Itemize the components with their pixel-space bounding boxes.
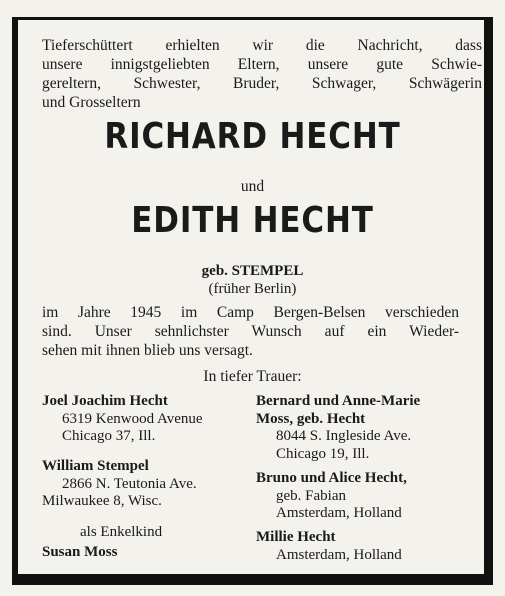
mourner-city: Chicago 37, Ill. [62,428,156,444]
maiden-name: geb. STEMPEL [201,263,304,279]
grandchild-name: Susan Moss [42,544,118,560]
mourner-joel [42,393,203,446]
mourner-name: Millie Hecht [256,529,336,545]
conjunction: und [240,178,265,195]
body-line: im Jahre 1945 im Camp Bergen-Belsen verschieden [42,304,459,321]
mourner-address: 2866 N. Teutonia Ave. [62,475,197,492]
grandchild-label-text: als Enkelkind [80,524,163,540]
mourner-bernard [256,393,420,463]
mourner-maiden: geb. Fabian [276,487,346,504]
mourner-city: Chicago 19, Ill. [276,445,370,462]
mourner-address: 6319 Kenwood Avenue [62,410,203,427]
mourner-name: William Stempel [42,458,149,474]
mourner-name: Moss, geb. Hecht [256,410,366,427]
deceased-name-edith: EDITH HECHT [131,200,374,241]
mourner-name: Bernard und Anne-Marie [256,393,421,409]
mourner-millie [256,529,402,564]
grandchild-label [80,524,162,542]
deceased-name-richard: RICHARD HECHT [104,116,401,157]
intro-line: gereltern, Schwester, Bruder, Schwager, Schwägerin [42,75,482,92]
mourner-city: Amsterdam, Holland [276,505,402,521]
intro-line: und Grosseltern [42,94,141,111]
mourner-william [42,458,197,511]
mourner-bruno [256,470,407,523]
mourning-heading: In tiefer Trauer: [203,368,302,385]
mourner-name: Joel Joachim Hecht [42,393,168,409]
intro-line: unsere innigstgeliebten Eltern, unsere gute Schwie- [42,56,482,73]
grandchild [42,544,117,562]
maiden-name-block [0,262,505,298]
mourner-address: 8044 S. Ingleside Ave. [276,428,412,444]
formerly-location: (früher Berlin) [208,281,297,297]
mourner-city: Milwaukee 8, Wisc. [42,493,162,509]
body-line: sind. Unser sehnlichster Wunsch auf ein Wieder- [42,323,459,340]
intro-line: Tieferschüttert erhielten wir die Nachricht, dass [42,37,482,54]
intro-paragraph [42,36,482,112]
body-line: sehen mit ihnen blieb uns versagt. [42,342,253,359]
death-notice-text [42,303,459,360]
mourner-name: Bruno und Alice Hecht, [256,470,407,486]
mourner-city: Amsterdam, Holland [276,546,402,563]
